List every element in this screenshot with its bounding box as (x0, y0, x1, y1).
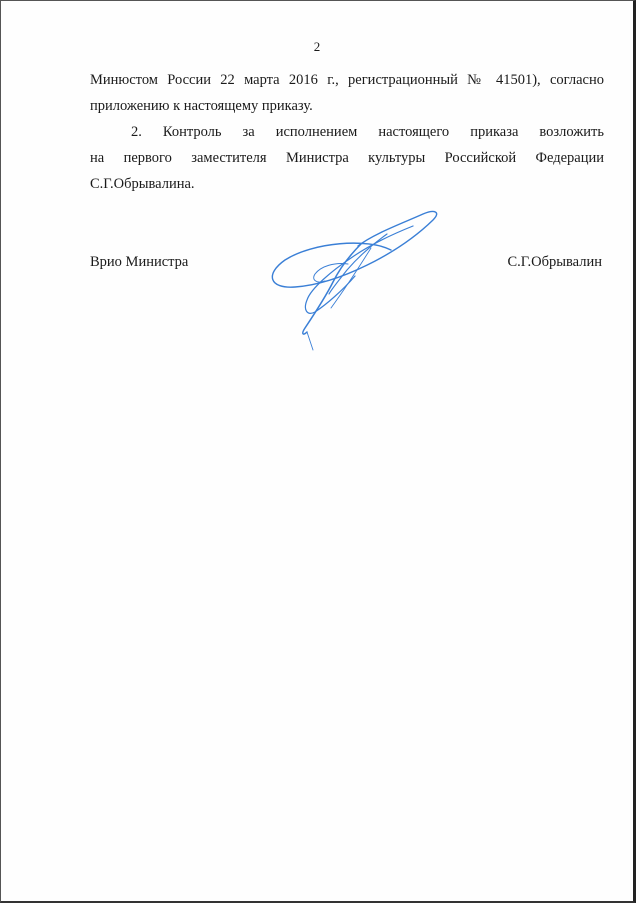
paragraph-2-word: культуры (368, 150, 426, 166)
paragraph-1-line-2: приложению к настоящему приказу. (90, 98, 313, 114)
page-number: 2 (313, 39, 321, 54)
paragraph-2-word: Российской (444, 150, 517, 166)
paragraph-2 (90, 119, 604, 197)
paragraph-2-word: на первого (90, 150, 172, 166)
paragraph-2-line-1: 2. Контроль за исполнением настоящего приказа возложить (131, 124, 604, 140)
paragraph-2-word: Министра (285, 150, 349, 166)
paragraph-2-word: Федерации (535, 150, 604, 166)
paragraph-1-line-1: Минюстом России 22 марта 2016 г., регистрационный № 41501), согласно (90, 72, 604, 88)
handwritten-signature (263, 204, 443, 354)
paragraph-2-line-3: С.Г.Обрывалина. (90, 176, 195, 192)
signatory-name: С.Г.Обрывалин (507, 254, 602, 270)
paragraph-2-line-2 (90, 145, 604, 171)
paragraph-2-word: заместителя (191, 150, 267, 166)
paragraph-1 (90, 67, 604, 119)
signatory-position: Врио Министра (90, 254, 189, 270)
